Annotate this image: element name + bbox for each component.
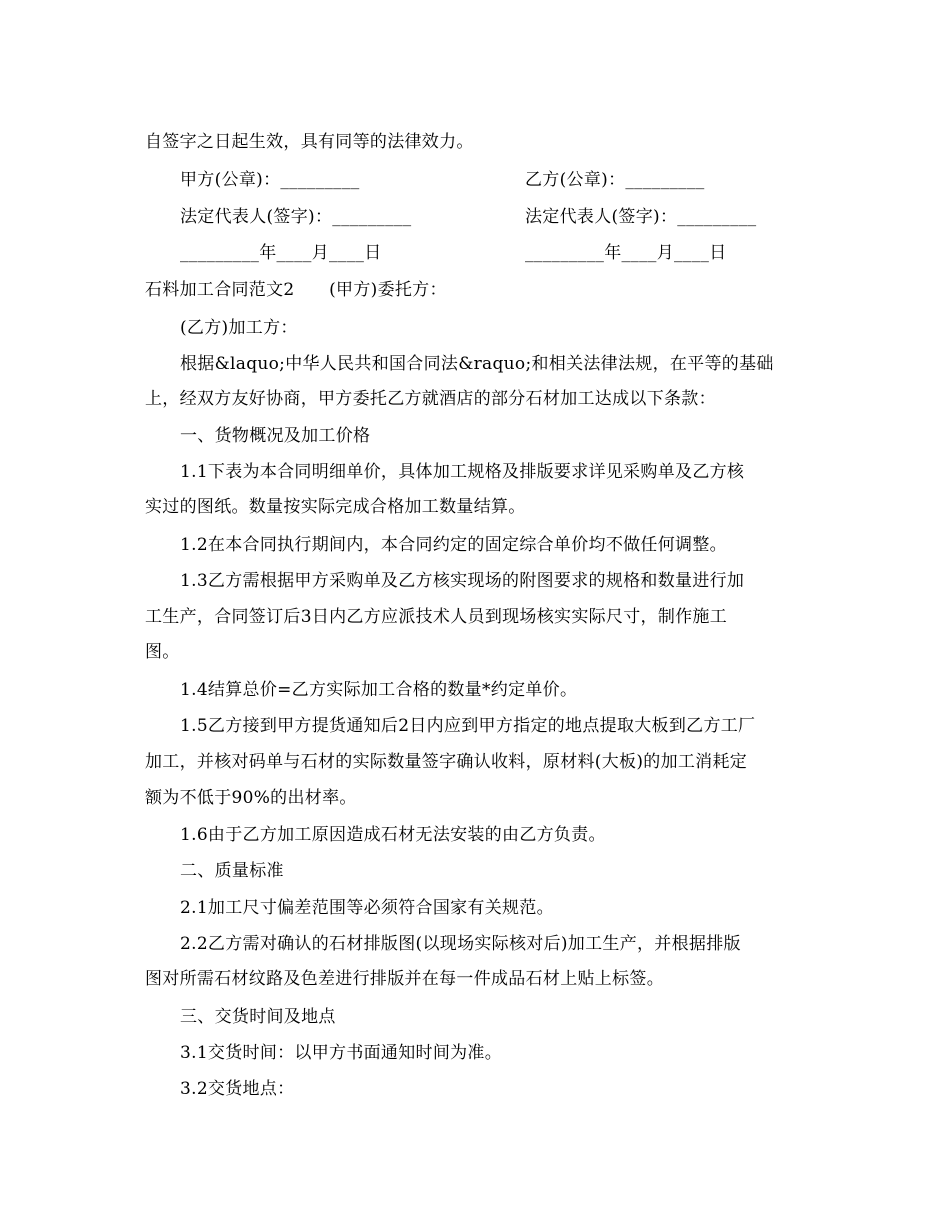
clause-1-2: 1.2在本合同执行期间内，本合同约定的固定综合单价均不做任何调整。 (180, 535, 727, 555)
clause-2-2-line-2: 图对所需石材纹路及色差进行排版并在每一件成品石材上贴上标签。 (145, 969, 664, 989)
clause-1-5-line-1: 1.5乙方接到甲方提货通知后2日内应到甲方指定的地点提取大板到乙方工厂 (180, 716, 756, 736)
clause-1-3-line-3: 图。 (145, 642, 180, 662)
clause-3-1: 3.1交货时间：以甲方书面通知时间为准。 (180, 1043, 503, 1063)
clause-1-3-line-2: 工生产，合同签订后3日内乙方应派技术人员到现场核实实际尺寸，制作施工 (145, 607, 728, 627)
clause-1-5-line-3: 额为不低于90%的出材率。 (145, 788, 357, 808)
party-b-date: _________年____月____日 (525, 243, 727, 263)
party-b-processor: (乙方)加工方： (180, 318, 298, 338)
section1-title: 一、货物概况及加工价格 (180, 426, 371, 446)
party-a-seal: 甲方(公章)：_________ (180, 170, 360, 190)
section3-title: 三、交货时间及地点 (180, 1007, 336, 1027)
clause-1-1-line-2: 实过的图纸。数量按实际完成合格加工数量结算。 (145, 497, 526, 517)
clause-1-1-line-1: 1.1下表为本合同明细单价，具体加工规格及排版要求详见采购单及乙方核 (180, 462, 745, 482)
clause-3-2: 3.2交货地点： (180, 1079, 295, 1099)
intro-tail: 自签字之日起生效，具有同等的法律效力。 (145, 132, 474, 152)
party-b-representative: 法定代表人(签字)：_________ (525, 207, 757, 227)
preamble-line-2: 上，经双方友好协商，甲方委托乙方就酒店的部分石材加工达成以下条款： (145, 389, 716, 409)
contract2-heading: 石料加工合同范文2 (甲方)委托方： (145, 280, 447, 300)
clause-1-5-line-2: 加工，并核对码单与石材的实际数量签字确认收料，原材料(大板)的加工消耗定 (145, 752, 748, 772)
preamble-line-1: 根据&laquo;中华人民共和国合同法&raquo;和相关法律法规，在平等的基础 (180, 354, 774, 374)
section2-title: 二、质量标准 (180, 861, 284, 881)
clause-1-4: 1.4结算总价=乙方实际加工合格的数量*约定单价。 (180, 680, 578, 700)
party-a-date: _________年____月____日 (180, 243, 382, 263)
party-b-seal: 乙方(公章)：_________ (525, 170, 705, 190)
clause-2-1: 2.1加工尺寸偏差范围等必须符合国家有关规范。 (180, 898, 554, 918)
clause-1-6: 1.6由于乙方加工原因造成石材无法安装的由乙方负责。 (180, 825, 606, 845)
clause-2-2-line-1: 2.2乙方需对确认的石材排版图(以现场实际核对后)加工生产，并根据排版 (180, 934, 741, 954)
clause-1-3-line-1: 1.3乙方需根据甲方采购单及乙方核实现场的附图要求的规格和数量进行加 (180, 571, 745, 591)
party-a-representative: 法定代表人(签字)：_________ (180, 207, 412, 227)
